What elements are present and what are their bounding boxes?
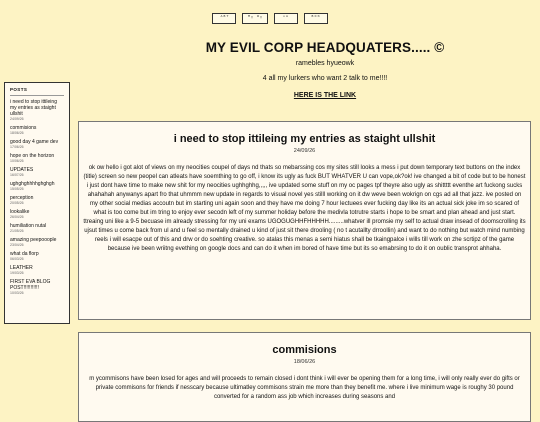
sidebar-post-title[interactable]: perception xyxy=(10,195,34,201)
sidebar-post-item[interactable] xyxy=(10,153,64,164)
sidebar-post-date: 26/04/26 xyxy=(10,215,24,219)
nav-button-va[interactable]: ᵛᴬ xyxy=(274,13,298,24)
sidebar-post-title[interactable]: hope on the horizon xyxy=(10,153,55,159)
sidebar-post-item[interactable] xyxy=(10,265,64,276)
nav-button-bog[interactable]: ᴮᴼᴳ xyxy=(304,13,328,24)
sidebar-post-date: 10/03/26 xyxy=(10,291,24,295)
sidebar-post-item[interactable] xyxy=(10,209,64,220)
site-subtitle: ramebles hyueowk xyxy=(295,60,355,67)
sidebar-post-date: 16/07/26 xyxy=(10,173,24,177)
here-is-the-link[interactable]: HERE IS THE LINK xyxy=(293,92,357,99)
sidebar-post-item[interactable] xyxy=(10,279,64,296)
posts-sidebar[interactable] xyxy=(4,82,70,324)
site-title: MY EVIL CORP HEADQUATERS..... © xyxy=(205,40,445,55)
sidebar-post-date: 17/06/26 xyxy=(10,145,24,149)
sidebar-post-title[interactable]: humiliation nutal xyxy=(10,223,47,229)
top-nav xyxy=(0,13,540,24)
sidebar-post-item[interactable] xyxy=(10,181,64,192)
lurkers-message: 4 all my lurkers who want 2 talk to me!!!! xyxy=(262,75,388,82)
sidebar-post-item[interactable] xyxy=(10,223,64,234)
post-body: m ycommisons have been losed for ages and will proceeds to remain closed i dont think i will ever be opening them for a long time, i will only really ever do gifts or private commisons for friends if nesscary because ultimatley commisons strain me more than they benefit me. where i live minimum wage is roughy 30 pound converted for a random ass job which increases during seasons and xyxy=(89,376,520,400)
sidebar-post-title[interactable]: what da florp xyxy=(10,251,39,257)
blog-post xyxy=(78,332,531,422)
post-title: i need to stop ittileing my entries as staight ullshit xyxy=(173,133,436,145)
nav-button-my-wy[interactable]: ᴹᵞ ᵂᵞ xyxy=(242,13,267,24)
sidebar-post-date: 06/03/26 xyxy=(10,257,24,261)
sidebar-post-title[interactable]: i need to stop ittileing my entries as staight ullshit xyxy=(10,99,57,117)
sidebar-post-item[interactable] xyxy=(10,139,64,150)
post-title: commisions xyxy=(272,344,337,356)
blog-post xyxy=(78,121,531,320)
sidebar-post-date: 15/05/26 xyxy=(10,187,24,191)
sidebar-post-item[interactable] xyxy=(10,167,64,178)
sidebar-post-title[interactable]: LEATHER xyxy=(10,265,33,271)
sidebar-post-item[interactable] xyxy=(10,195,64,206)
sidebar-post-title[interactable]: UPDATES xyxy=(10,167,34,173)
sidebar-post-item[interactable] xyxy=(10,251,64,262)
sidebar-post-title[interactable]: good day 4 game dev xyxy=(10,139,59,145)
post-body: ok ow hello i got alot of views on my neocities coupel of days nd thats so mebarssing cos my sites still looks a mess i put down temporary text buttons on the index (title) screen so new peopel can atleats have soemthing to go off, i know its ugly as fuck BUT WHATVER U can vope,ok?ok! ive changed a bit of code but to be honest i just dont have time to make new shit for my neocities ughhghhg,,,,, ive updated some stuff on my oc pages tpf theyre also ugly as shittttt eventhe art fuckong sucks ahahahah anywanys apart fro that uhmmm new update in regards to visual novel yes stilll working on it dw weve been wokrign on cgs ad all that jazz. ive posted on my other social medias accoutn but im starting uni again soon and they have me doing 7 hour lectuees ever fucking day like its an actual sick joke im so scared of what is too come but im tring to enjoy ever secodn left of my summer holiday before the medivla totrutre starts i hope to be smart and plan ahead and just start. ttreaing uni like a 9-5 becuase im already stressing for my uni exams UGOGUGHHFHHHHH.........whatver ill promsie my self to actual draw insead of doomscrolling its ujsut times u come back from ul and u feel so mentally drained u kind of just sit there drooling ( no t acutallty drroollin) and want to do nothing but watch mind numbing reels i will esacpe out of this and drw or do soehting creative. so atalas this menas a semi hiatus shall be tkaingpalce i wills till work on zhe scrtipz of the game because ive been wriitng evething on google docs and can do it when im bored of have time but its so emabrsing to do it on oublic transprot ahhaha. xyxy=(83,165,526,252)
sidebar-post-date: 18/06/26 xyxy=(10,131,24,135)
sidebar-post-item[interactable] xyxy=(10,125,64,136)
post-date: 18/06/26 xyxy=(293,359,316,365)
sidebar-post-date: 24/09/26 xyxy=(10,117,24,121)
sidebar-post-title[interactable]: FIRST EVA BLOG POST!!!!!!!!!!! xyxy=(10,279,51,291)
sidebar-post-date: 21/05/26 xyxy=(10,229,24,233)
sidebar-post-date: 10/06/26 xyxy=(10,159,24,163)
sidebar-post-date: 19/03/26 xyxy=(10,271,24,275)
sidebar-post-date: 20/05/26 xyxy=(10,201,24,205)
sidebar-post-title[interactable]: commisions xyxy=(10,125,37,131)
sidebar-post-title[interactable]: ughghghhhhghghgh xyxy=(10,181,55,187)
post-date: 24/09/26 xyxy=(293,148,316,154)
sidebar-post-title[interactable]: amazing peepooople xyxy=(10,237,57,243)
sidebar-post-item[interactable] xyxy=(10,237,64,248)
nav-button-abt[interactable]: ᴬᴮᵀ xyxy=(212,13,236,24)
sidebar-heading: POSTS xyxy=(10,87,64,96)
sidebar-post-item[interactable] xyxy=(10,99,64,122)
sidebar-post-title[interactable]: lookalike xyxy=(10,209,30,215)
sidebar-post-date: 23/04/26 xyxy=(10,243,24,247)
